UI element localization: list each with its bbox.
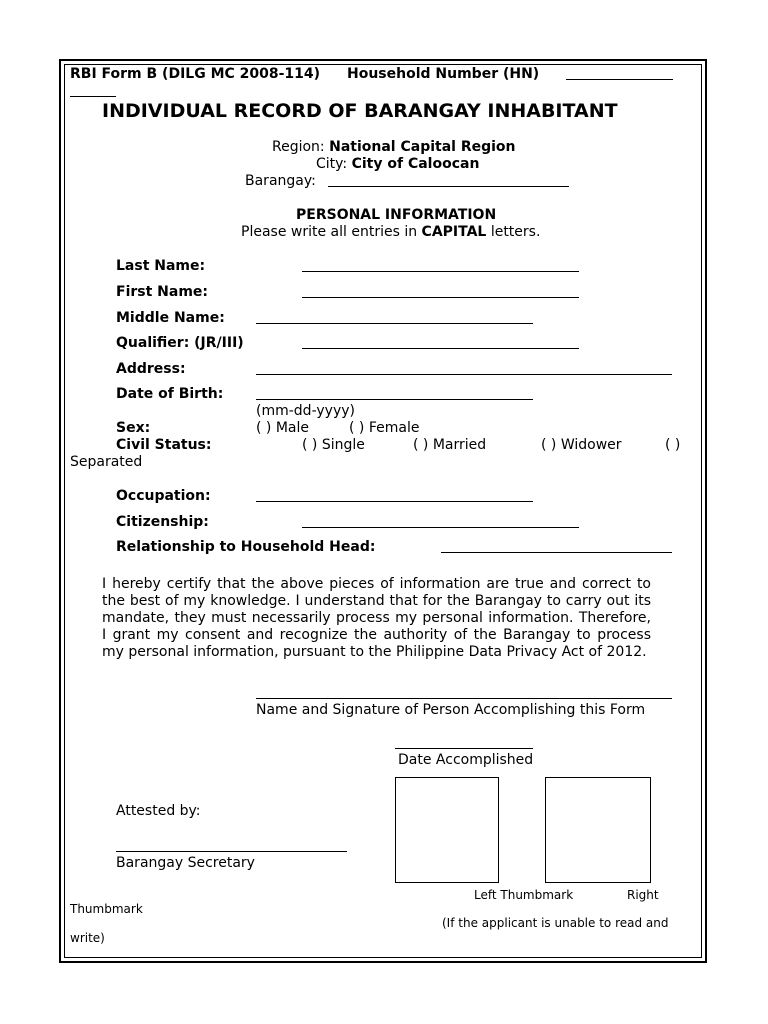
name-signature-line[interactable] — [256, 698, 672, 699]
civil-status-option-single[interactable]: ( ) Single — [302, 437, 365, 453]
date-of-birth-label: Date of Birth: — [116, 386, 224, 402]
left-thumbmark-box[interactable] — [395, 777, 499, 883]
date-accomplished-line[interactable] — [395, 748, 533, 749]
left-thumbmark-label: Left Thumbmark — [474, 888, 574, 902]
instruction-post: letters. — [490, 224, 541, 240]
page-title: INDIVIDUAL RECORD OF BARANGAY INHABITANT — [102, 100, 618, 122]
qualifier-label: Qualifier: (JR/III) — [116, 335, 244, 351]
right-thumbmark-label-cont: Thumbmark — [70, 902, 143, 916]
last-name-line[interactable] — [302, 271, 579, 272]
civil-status-option-separated-checkbox[interactable]: ( ) — [665, 437, 681, 453]
civil-status-label: Civil Status: — [116, 437, 212, 453]
middle-name-label: Middle Name: — [116, 310, 225, 326]
relationship-label: Relationship to Household Head: — [116, 539, 376, 555]
instruction-bold: CAPITAL — [421, 224, 487, 240]
right-thumbmark-box[interactable] — [545, 777, 651, 883]
occupation-line[interactable] — [256, 501, 533, 502]
occupation-label: Occupation: — [116, 488, 211, 504]
certification-text: I hereby certify that the above pieces of information are true and correct to the best of my knowledge. I understand that for the Barangay to carry out its mandate, they must necessarily process my personal information. Therefore, I grant my consent and recognize the authority of the Barangay to process my personal information, pursuant to the Philippine Data Privacy Act of 2012. — [102, 576, 651, 660]
city-label: City: — [316, 156, 348, 172]
household-number-line-cont[interactable] — [70, 96, 116, 97]
household-number-label: Household Number (HN) — [347, 66, 540, 82]
attested-by-label: Attested by: — [116, 803, 201, 819]
relationship-line[interactable] — [441, 552, 672, 553]
civil-status-option-separated: Separated — [70, 454, 143, 470]
city-value: City of Caloocan — [351, 156, 480, 172]
secretary-caption: Barangay Secretary — [116, 855, 255, 871]
first-name-label: First Name: — [116, 284, 209, 300]
personal-info-heading: PERSONAL INFORMATION — [296, 207, 497, 223]
civil-status-option-widower[interactable]: ( ) Widower — [541, 437, 622, 453]
citizenship-line[interactable] — [302, 527, 579, 528]
instruction-pre: Please write all entries in — [241, 224, 418, 240]
name-signature-caption: Name and Signature of Person Accomplishing this Form — [256, 702, 646, 718]
secretary-signature-line[interactable] — [116, 851, 347, 852]
thumbmark-note: (If the applicant is unable to read and — [442, 916, 669, 930]
barangay-line[interactable] — [328, 186, 569, 187]
right-thumbmark-label: Right — [627, 888, 659, 902]
region-label: Region: — [272, 139, 325, 155]
barangay-label: Barangay: — [245, 173, 316, 189]
household-number-line[interactable] — [566, 79, 673, 80]
citizenship-label: Citizenship: — [116, 514, 209, 530]
dob-format-hint: (mm-dd-yyyy) — [256, 403, 355, 419]
first-name-line[interactable] — [302, 297, 579, 298]
address-label: Address: — [116, 361, 186, 377]
form-id: RBI Form B (DILG MC 2008-114) — [70, 66, 321, 82]
date-of-birth-line[interactable] — [256, 399, 533, 400]
sex-option-female[interactable]: ( ) Female — [349, 420, 420, 436]
instruction-text — [241, 224, 540, 241]
sex-option-male[interactable]: ( ) Male — [256, 420, 309, 436]
region-value: National Capital Region — [329, 139, 516, 155]
region-row — [272, 139, 516, 156]
last-name-label: Last Name: — [116, 258, 206, 274]
address-line[interactable] — [256, 374, 672, 375]
sex-label: Sex: — [116, 420, 151, 436]
middle-name-line[interactable] — [256, 323, 533, 324]
city-row — [316, 156, 479, 173]
qualifier-line[interactable] — [302, 348, 579, 349]
civil-status-option-married[interactable]: ( ) Married — [413, 437, 487, 453]
thumbmark-note-cont: write) — [70, 931, 105, 945]
date-accomplished-caption: Date Accomplished — [398, 752, 534, 768]
